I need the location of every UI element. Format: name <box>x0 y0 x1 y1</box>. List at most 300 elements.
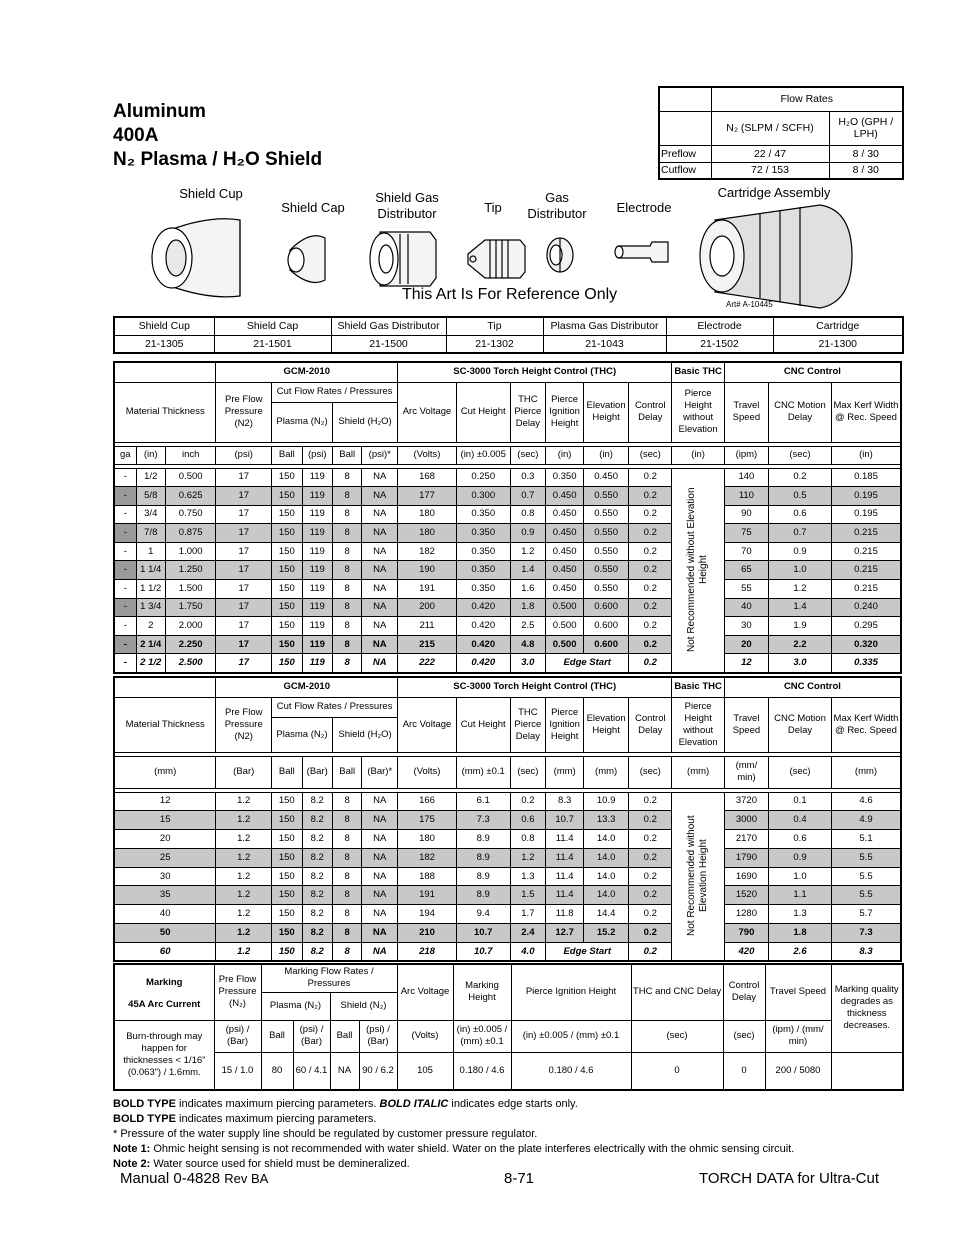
table-cell: NA <box>362 487 398 506</box>
not-recommended-text: Not Recommended without Elevation Height <box>686 487 710 653</box>
table-cell: 10.7 <box>456 942 510 961</box>
table-cell: 150 <box>272 487 302 506</box>
table-cell: 0.7 <box>510 487 546 506</box>
table-cell: 5.5 <box>832 867 901 886</box>
unit-cell: Ball <box>332 756 361 788</box>
max-kerf-header: Max Kerf Width @ Rec. Speed <box>831 382 901 442</box>
cutflow-header: Cut Flow Rates / Pressures <box>272 697 398 717</box>
table-cell: 0.2 <box>629 654 672 673</box>
table-cell: 1280 <box>724 905 768 924</box>
table-cell: 1.2 <box>510 848 546 867</box>
control-delay-header: Control Delay <box>629 697 672 752</box>
table-cell: 2.250 <box>165 635 215 654</box>
table-cell: 8.2 <box>302 886 332 905</box>
label-gas-distributor: Gas Distributor <box>527 190 587 221</box>
table-cell: 119 <box>302 617 332 636</box>
table-cell: NA <box>362 905 398 924</box>
unit-cell: (sec) <box>768 756 831 788</box>
table-row <box>114 487 901 506</box>
table-cell: 150 <box>272 524 302 543</box>
table-cell: 4.6 <box>832 792 901 811</box>
unit-cell: (Bar) <box>302 756 332 788</box>
table-cell: 0.550 <box>584 487 629 506</box>
table-cell: 12 <box>114 792 216 811</box>
table-cell: 150 <box>272 542 302 561</box>
electrode-icon <box>615 242 668 262</box>
table-cell: 150 <box>272 792 302 811</box>
unit-cell: (in) <box>831 446 901 464</box>
basic-thc-header: Basic THC <box>672 677 725 697</box>
table-cell: 3/4 <box>136 505 165 524</box>
table-cell: 2 <box>136 617 165 636</box>
table-cell: 75 <box>724 524 768 543</box>
table-cell: 8.9 <box>456 830 510 849</box>
marking-unit: Ball <box>330 1020 359 1052</box>
marking-travel-header: Travel Speed <box>765 964 831 1020</box>
table-cell: 0.8 <box>510 830 546 849</box>
table-cell: 90 <box>724 505 768 524</box>
table-cell: 1.2 <box>216 848 272 867</box>
marking-shield-header: Shield (N₂) <box>330 992 397 1020</box>
table-cell: 0.250 <box>456 468 510 487</box>
table-cell: 12 <box>724 654 768 673</box>
note-line-1: BOLD TYPE indicates maximum piercing parameters. BOLD ITALIC indicates edge starts only. <box>113 1098 578 1110</box>
unit-cell: (psi) <box>302 446 332 464</box>
table-cell: 1.2 <box>216 924 272 943</box>
table-cell: NA <box>362 830 398 849</box>
table-cell: 0.4 <box>768 811 831 830</box>
table-cell: 150 <box>272 867 302 886</box>
table-cell: 0.450 <box>584 468 629 487</box>
table-cell: 1.2 <box>216 867 272 886</box>
table-cell: NA <box>362 792 398 811</box>
table-cell: 0.500 <box>546 617 584 636</box>
table-cell: 6.1 <box>456 792 510 811</box>
marking-unit: (Volts) <box>397 1020 453 1052</box>
tip-icon <box>468 240 525 278</box>
marking-thc-header: THC and CNC Delay <box>631 964 723 1020</box>
title-line3: N₂ Plasma / H₂O Shield <box>113 149 323 170</box>
table-cell: 10.7 <box>546 811 584 830</box>
unit-cell: (mm) <box>832 756 901 788</box>
table-cell: 0.6 <box>768 505 831 524</box>
cnc-motion-delay-header: CNC Motion Delay <box>768 382 831 442</box>
table-cell: 150 <box>272 942 302 961</box>
table-row <box>114 542 901 561</box>
table-cell: 8 <box>332 561 361 580</box>
table-cell: 11.4 <box>546 830 584 849</box>
table-cell: 150 <box>272 635 302 654</box>
marking-plasma-header: Plasma (N₂) <box>261 992 330 1020</box>
table-cell: 2.4 <box>510 924 546 943</box>
cnc-header: CNC Control <box>724 677 901 697</box>
table-cell: 218 <box>398 942 457 961</box>
table-cell: 8 <box>332 830 361 849</box>
table-cell: 150 <box>272 654 302 673</box>
table-cell: 17 <box>216 580 272 599</box>
table-cell: 8.9 <box>456 867 510 886</box>
table-cell: 60 <box>114 942 216 961</box>
table-cell: 1.2 <box>216 830 272 849</box>
table-cell: 0.350 <box>546 468 584 487</box>
table-cell: 0.420 <box>456 598 510 617</box>
shield-cup-icon <box>152 219 240 297</box>
table-cell: - <box>114 542 136 561</box>
table-cell: 140 <box>724 468 768 487</box>
table-cell: 0.1 <box>768 792 831 811</box>
shield-header: Shield (H₂O) <box>332 717 397 752</box>
marking-value: 15 / 1.0 <box>214 1052 261 1090</box>
marking-arc-header: Arc Voltage <box>397 964 453 1020</box>
table-cell: 1.750 <box>165 598 215 617</box>
pierce-ignition-height-header: Pierce Ignition Height <box>546 697 584 752</box>
marking-unit: (psi) / (Bar) <box>359 1020 397 1052</box>
table-cell: 0.450 <box>546 505 584 524</box>
table-cell: 0.2 <box>629 580 672 599</box>
cnc-motion-delay-header: CNC Motion Delay <box>768 697 831 752</box>
marking-unit: (in) ±0.005 / (mm) ±0.1 <box>511 1020 631 1052</box>
table-cell: - <box>114 635 136 654</box>
table-cell: 0.9 <box>510 524 546 543</box>
table-cell: 40 <box>114 905 216 924</box>
table-cell: 1.2 <box>216 886 272 905</box>
marking-unit: (sec) <box>631 1020 723 1052</box>
table-cell: NA <box>362 848 398 867</box>
footer-title: TORCH DATA for Ultra-Cut <box>699 1170 880 1187</box>
table-cell: 3.0 <box>510 654 546 673</box>
table-cell: 40 <box>724 598 768 617</box>
table-cell: 25 <box>114 848 216 867</box>
table-cell: 194 <box>398 905 457 924</box>
table-cell: 0.420 <box>456 635 510 654</box>
unit-cell: (sec) <box>510 446 546 464</box>
table-cell: 0.450 <box>546 524 584 543</box>
table-cell: - <box>114 524 136 543</box>
table-cell: 119 <box>302 654 332 673</box>
table-cell: 0.2 <box>629 792 672 811</box>
control-delay-header: Control Delay <box>629 382 672 442</box>
table-cell: 1.4 <box>768 598 831 617</box>
unit-cell: (in) <box>136 446 165 464</box>
marking-control-header: Control Delay <box>723 964 765 1020</box>
table-cell: 1.5 <box>510 886 546 905</box>
marking-unit: (in) ±0.005 / (mm) ±0.1 <box>453 1020 511 1052</box>
table-cell: 1 3/4 <box>136 598 165 617</box>
part-number: 21-1500 <box>331 335 446 353</box>
table-cell: 14.0 <box>584 867 629 886</box>
table-cell: - <box>114 617 136 636</box>
marking-value: 90 / 6.2 <box>359 1052 397 1090</box>
table-cell: 17 <box>216 468 272 487</box>
part-header: Shield Gas Distributor <box>331 317 446 335</box>
table-cell: 65 <box>724 561 768 580</box>
table-cell: 0.215 <box>831 524 901 543</box>
table-cell: 150 <box>272 811 302 830</box>
cnc-header: CNC Control <box>724 362 901 382</box>
flow-col-h2o: H₂O (GPH / LPH) <box>829 111 903 145</box>
thc-pierce-delay-header: THC Pierce Delay <box>510 697 546 752</box>
table-cell: 0.6 <box>510 811 546 830</box>
table-cell: 0.3 <box>510 468 546 487</box>
note-line-4: Note 1: Ohmic height sensing is not recommended with water shield. Water on the plate interferes electrically with the ohmic sensing circuit. <box>113 1143 795 1155</box>
table-cell: 0.7 <box>768 524 831 543</box>
table-cell: 790 <box>724 924 768 943</box>
table-cell: 2170 <box>724 830 768 849</box>
table-cell: NA <box>362 942 398 961</box>
table-cell: 8 <box>332 811 361 830</box>
pierce-ignition-height-header: Pierce Ignition Height <box>546 382 584 442</box>
travel-speed-header: Travel Speed <box>724 382 768 442</box>
table-cell: 11.4 <box>546 848 584 867</box>
table-cell: 14.0 <box>584 886 629 905</box>
unit-cell: (in) ±0.005 <box>456 446 510 464</box>
not-recommended-cell <box>672 468 725 673</box>
flow-rates-table <box>658 86 904 180</box>
unit-cell: (mm) ±0.1 <box>456 756 510 788</box>
table-row <box>114 524 901 543</box>
table-cell: 1.500 <box>165 580 215 599</box>
table-cell: 1690 <box>724 867 768 886</box>
table-cell: 0.875 <box>165 524 215 543</box>
table-cell: 0.420 <box>456 617 510 636</box>
part-number: 21-1302 <box>446 335 543 353</box>
table-cell: 1.2 <box>768 580 831 599</box>
table-cell: NA <box>362 524 398 543</box>
table-cell: 20 <box>724 635 768 654</box>
table-cell: NA <box>362 505 398 524</box>
plasma-header: Plasma (N₂) <box>272 402 333 442</box>
max-kerf-header: Max Kerf Width @ Rec. Speed <box>832 697 901 752</box>
table-cell: 15.2 <box>584 924 629 943</box>
table-cell: 17 <box>216 617 272 636</box>
table-cell: 182 <box>398 848 457 867</box>
table-cell: 14.4 <box>584 905 629 924</box>
footer-manual: Manual 0-4828 Rev BA <box>120 1170 269 1187</box>
table-cell: 177 <box>398 487 457 506</box>
table-cell: 1.0 <box>768 561 831 580</box>
table-cell: 1.2 <box>216 792 272 811</box>
label-shield-cap: Shield Cap <box>281 200 345 215</box>
table-cell: 0.2 <box>629 924 672 943</box>
table-cell: 150 <box>272 830 302 849</box>
marking-preflow-header: Pre Flow Pressure (N₂) <box>214 964 261 1020</box>
arc-voltage-header: Arc Voltage <box>398 697 457 752</box>
marking-value: 0 <box>631 1052 723 1090</box>
unit-cell: (psi)* <box>362 446 398 464</box>
table-cell: 8 <box>332 867 361 886</box>
unit-cell: inch <box>165 446 215 464</box>
table-cell: 1.3 <box>768 905 831 924</box>
marking-value: 105 <box>397 1052 453 1090</box>
table-cell: 119 <box>302 505 332 524</box>
unit-cell: (mm/ min) <box>724 756 768 788</box>
table-cell: 4.8 <box>510 635 546 654</box>
table-cell: NA <box>362 542 398 561</box>
table-cell: 119 <box>302 598 332 617</box>
table-cell: 180 <box>398 505 457 524</box>
table-cell: 0.420 <box>456 654 510 673</box>
table-cell: 0.625 <box>165 487 215 506</box>
table-cell: 119 <box>302 635 332 654</box>
table-row <box>114 598 901 617</box>
pierce-height-without-elevation-header: Pierce Height without Elevation <box>672 382 725 442</box>
table-cell: 7/8 <box>136 524 165 543</box>
table-cell: NA <box>362 598 398 617</box>
table-cell: 8.2 <box>302 942 332 961</box>
unit-cell: (Volts) <box>398 756 457 788</box>
unit-cell: (mm) <box>114 756 216 788</box>
table-cell: 150 <box>272 617 302 636</box>
table-cell: 17 <box>216 635 272 654</box>
table-cell: 17 <box>216 542 272 561</box>
table-cell: - <box>114 505 136 524</box>
flow-cell: 72 / 153 <box>711 162 829 179</box>
table-cell: 9.4 <box>456 905 510 924</box>
table-cell: 17 <box>216 524 272 543</box>
flow-cell: 22 / 47 <box>711 145 829 162</box>
table-cell: 150 <box>272 561 302 580</box>
table-cell: 150 <box>272 598 302 617</box>
table-cell: 14.0 <box>584 848 629 867</box>
not-recommended-text: Not Recommended without Elevation Height <box>686 816 710 937</box>
table-cell: 8.9 <box>456 848 510 867</box>
table-row <box>114 635 901 654</box>
table-cell: 119 <box>302 487 332 506</box>
preflow-header: Pre Flow Pressure (N2) <box>216 697 272 752</box>
flow-col-n2: N₂ (SLPM / SCFH) <box>711 111 829 145</box>
table-cell: 8 <box>332 654 361 673</box>
table-cell: 1.1 <box>768 886 831 905</box>
table-row <box>114 617 901 636</box>
table-cell: 8.3 <box>832 942 901 961</box>
marking-quality-note: Marking quality degrades as thickness decreases. <box>831 964 903 1052</box>
table-cell: 0.300 <box>456 487 510 506</box>
table-cell: 8.2 <box>302 830 332 849</box>
table-cell: 0.550 <box>584 542 629 561</box>
table-cell: 0.2 <box>629 542 672 561</box>
note-line-2: BOLD TYPE indicates maximum piercing parameters. <box>113 1113 377 1125</box>
table-cell: 0.500 <box>165 468 215 487</box>
table-cell: 191 <box>398 580 457 599</box>
plasma-header: Plasma (N₂) <box>272 717 333 752</box>
unit-cell: (Bar) <box>216 756 272 788</box>
table-cell: 110 <box>724 487 768 506</box>
table-cell: 0.2 <box>629 561 672 580</box>
label-electrode: Electrode <box>616 200 672 215</box>
part-header: Electrode <box>666 317 773 335</box>
table-cell: 0.335 <box>831 654 901 673</box>
unit-cell: (sec) <box>510 756 546 788</box>
unit-cell: (sec) <box>629 446 672 464</box>
table-cell: 166 <box>398 792 457 811</box>
page-title <box>113 100 322 172</box>
table-cell: 1.6 <box>510 580 546 599</box>
table-cell: 8 <box>332 635 361 654</box>
table-cell: 8 <box>332 524 361 543</box>
unit-cell: (mm) <box>546 756 584 788</box>
table-cell: 2 1/2 <box>136 654 165 673</box>
table-cell: 8.2 <box>302 905 332 924</box>
table-cell: 1.2 <box>510 542 546 561</box>
part-number: 21-1043 <box>543 335 666 353</box>
table-cell: 1 1/4 <box>136 561 165 580</box>
table-cell: 35 <box>114 886 216 905</box>
table-cell: 1 1/2 <box>136 580 165 599</box>
table-cell: 0.2 <box>510 792 546 811</box>
table-cell: 0.2 <box>629 505 672 524</box>
table-cell: 17 <box>216 505 272 524</box>
table-cell: 8 <box>332 542 361 561</box>
table-cell: 0.295 <box>831 617 901 636</box>
table-cell: 17 <box>216 561 272 580</box>
unit-cell: Ball <box>272 756 302 788</box>
table-cell: 0.195 <box>831 487 901 506</box>
table-cell: 0.195 <box>831 505 901 524</box>
table-cell: 210 <box>398 924 457 943</box>
marking-burn-note: Burn-through may happen for thicknesses < 1/16” (0.063”) / 1.6mm. <box>114 1020 214 1090</box>
cut-height-header: Cut Height <box>456 697 510 752</box>
shield-cap-icon <box>288 236 325 283</box>
table-cell: 0.350 <box>456 524 510 543</box>
table-cell: 8.2 <box>302 867 332 886</box>
table-cell: 0.9 <box>768 848 831 867</box>
part-number: 21-1502 <box>666 335 773 353</box>
table-cell: 0.2 <box>629 524 672 543</box>
table-cell: 180 <box>398 524 457 543</box>
table-cell: 0.2 <box>629 635 672 654</box>
table-cell: 8 <box>332 505 361 524</box>
shield-gas-distributor-icon <box>370 232 436 286</box>
table-cell: 8 <box>332 924 361 943</box>
table-cell: 4.9 <box>832 811 901 830</box>
table-cell: NA <box>362 561 398 580</box>
table-cell: 119 <box>302 561 332 580</box>
table-cell: 0.2 <box>629 867 672 886</box>
table-cell: 0.9 <box>768 542 831 561</box>
table-cell: 8.3 <box>546 792 584 811</box>
basic-thc-header: Basic THC <box>672 362 725 382</box>
pierce-height-without-elevation-header: Pierce Height without Elevation <box>672 697 725 752</box>
shield-header: Shield (H₂O) <box>332 402 397 442</box>
table-row <box>114 905 901 924</box>
table-cell: 180 <box>398 830 457 849</box>
table-cell: 0.500 <box>546 635 584 654</box>
table-cell: 1.7 <box>510 905 546 924</box>
marking-value: 80 <box>261 1052 293 1090</box>
table-cell: 420 <box>724 942 768 961</box>
table-cell: 17 <box>216 598 272 617</box>
table-cell: 15 <box>114 811 216 830</box>
table-cell: 4.0 <box>510 942 546 961</box>
table-cell: 0.350 <box>456 561 510 580</box>
marking-table <box>113 963 904 1091</box>
table-cell: 11.4 <box>546 886 584 905</box>
table-cell: Edge Start <box>546 654 629 673</box>
table-cell: 200 <box>398 598 457 617</box>
marking-value: 0.180 / 4.6 <box>453 1052 511 1090</box>
flow-header: Flow Rates <box>711 87 903 111</box>
marking-value: 0.180 / 4.6 <box>511 1052 631 1090</box>
flow-row-label: Cutflow <box>659 162 711 179</box>
table-cell: 50 <box>114 924 216 943</box>
table-row <box>114 654 901 673</box>
table-row <box>114 830 901 849</box>
table-cell: 1.4 <box>510 561 546 580</box>
table-cell: 20 <box>114 830 216 849</box>
part-number: 21-1300 <box>773 335 903 353</box>
table-cell: 150 <box>272 468 302 487</box>
table-cell: 1.2 <box>216 942 272 961</box>
